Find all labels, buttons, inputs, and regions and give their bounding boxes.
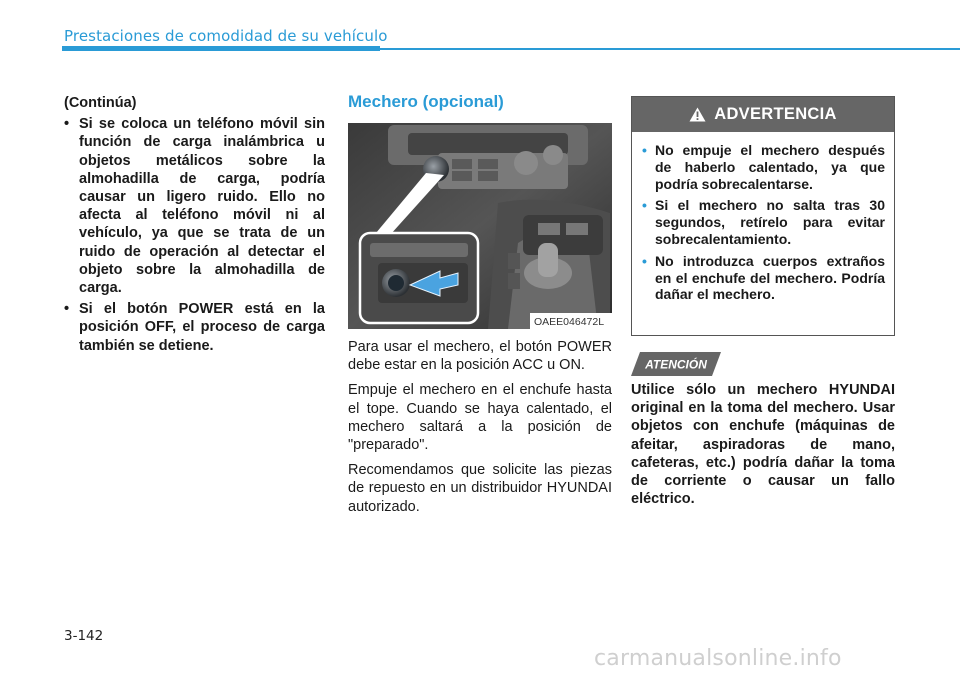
page-number: 3-142 [64,628,104,644]
warning-item [641,142,885,192]
paragraph: Recomendamos que solicite las piezas de repuesto en un distribuidor HYUNDAI autorizado. [348,462,612,515]
section-header-title: Prestaciones de comodidad de su vehículo [64,27,388,45]
warning-item-text: Si el mechero no salta tras 30 segundos, retírelo para evitar sobrecalentamiento. [655,197,885,247]
cigarette-lighter-photo [348,123,612,329]
attention-label: ATENCIÓN [645,357,707,372]
warning-body [632,132,894,303]
warning-item [641,197,885,247]
list-item-text: Si se coloca un teléfono móvil sin función de carga inalámbrica u objetos metálicos sobre la almohadilla de carga, podría causar un ligero ruido. Ello no afecta al teléfono móvil ni al vehículo, ya que se trata de un ruido de operación al detectar el objeto sobre la almohadilla de carga. [79,116,325,297]
paragraph: Empuje el mechero en el enchufe hasta el tope. Cuando se haya calentado, el mechero saltará a la posición de "preparado". [348,382,612,454]
lighter-instructions [348,338,612,523]
continued-label: (Continúa) [64,95,137,111]
list-item-text: Si el botón POWER está en la posición OFF, el proceso de carga también se detiene. [79,301,325,354]
warning-item-text: No introduzca cuerpos extraños en el enchufe del mechero. Podría dañar el mechero. [655,252,885,303]
warning-box [631,96,895,336]
warning-header [632,97,894,132]
header-rule [62,46,380,51]
watermark: carmanualsonline.info [594,646,842,671]
bullet-icon: • [64,301,70,318]
attention-badge [631,352,721,376]
paragraph: Para usar el mechero, el botón POWER debe estar en la posición ACC u ON. [348,339,612,374]
attention-text: Utilice sólo un mechero HYUNDAI original en la toma del mechero. Usar objetos con enchufe (máquinas de afeitar, aspiradoras de mano, cafeteras, etc.) podría dañar la toma de corriente o causar un fallo eléctrico. [631,382,895,508]
warning-item-text: No empuje el mechero después de haberlo calentado, ya que podría sobrecalentarse. [655,142,885,192]
image-code: OAEE046472L [534,316,605,328]
list-item [64,115,325,297]
warning-item [641,253,885,303]
bullet-icon: • [642,197,647,214]
left-column [64,94,325,358]
bullet-icon: • [642,142,647,158]
warning-triangle-icon [689,107,706,122]
list-item [64,300,325,355]
bullet-icon: • [64,116,70,133]
header-rule-thin [380,48,960,50]
bullet-icon: • [642,252,647,269]
warning-title: ADVERTENCIA [714,105,837,123]
section-title: Mechero (opcional) [348,92,504,111]
